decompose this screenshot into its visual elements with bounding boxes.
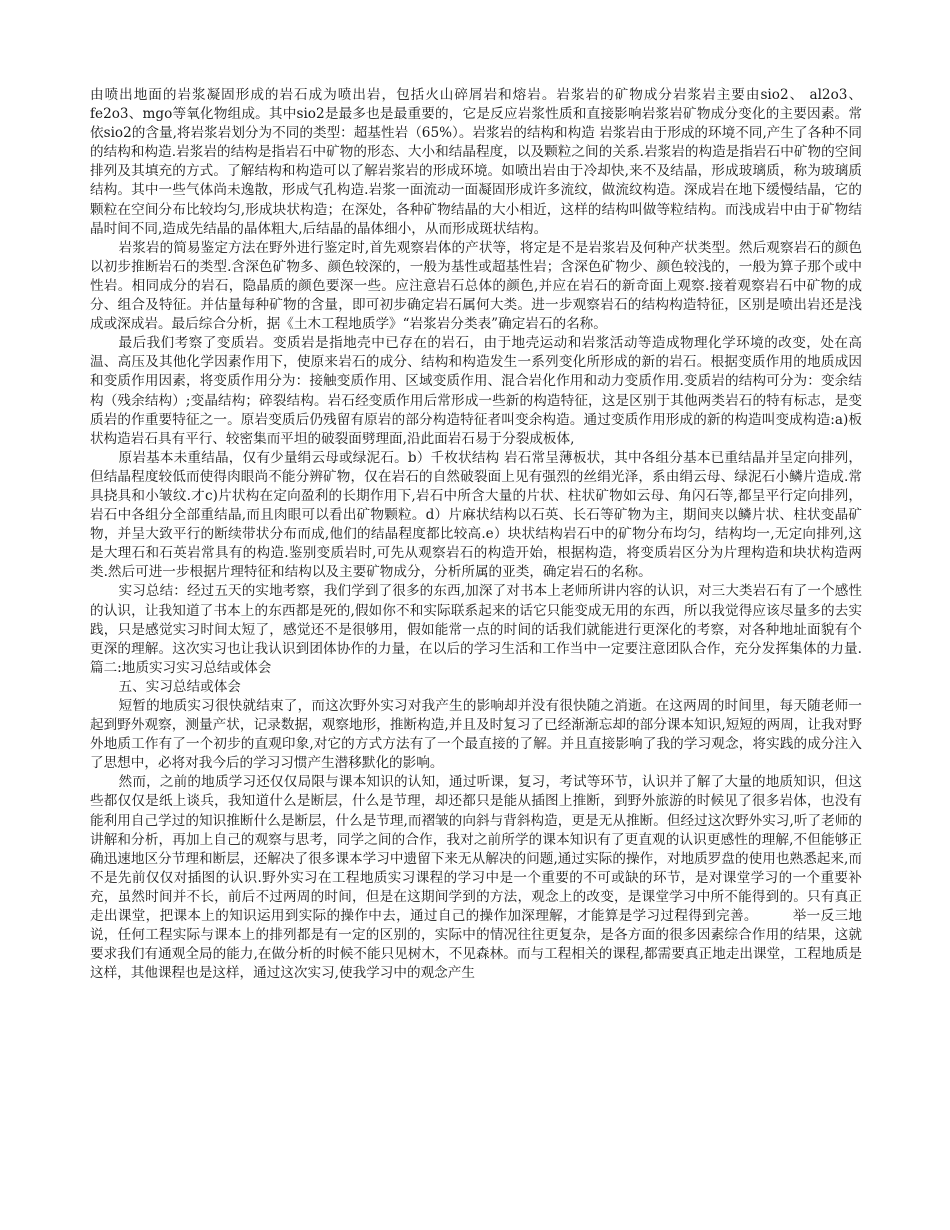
paragraph-reflection-intro: 短暂的地质实习很快就结束了，而这次野外实习对我产生的影响却并没有很快随之消逝。在这两周的时间里，每天随老师一起到野外观察，测量产状，记录数据，观察地形，推断构造,并且及时复习了已经渐渐忘却的部分课本知识,短短的两周，让我对野外地质工作有了一个初步的直观印象,对它的方式方法有了一个最直接的了解。并且直接影响了我的学习观念，将实践的成分注入了思想中，必将对我今后的学习习惯产生潜移默化的影响。 [90,698,862,772]
paragraph-internship-summary: 实习总结：经过五天的实地考察，我们学到了很多的东西,加深了对书本上老师所讲内容的认识，对三大类岩石有了一个感性的认识，让我知道了书本上的东西都是死的,假如你不和实际联系起来的话它只能变成无用的东西，所以我觉得应该尽量多的去实践，只是感觉实习时间太短了，感觉还不是很够用，假如能常一点的时间的话我们就能进行更深化的考察，对各种地址面貌有个更深的理解。这次实习也让我认识到团体协作的力量，在以后的学习生活和工作当中一定要注意团队合作，充分发挥集体的力量.篇二:地质实习实习总结或体会 [90,583,862,676]
paragraph-metamorphic-structures: 原岩基本未重结晶，仅有少量绢云母或绿泥石。b）千枚状结构 岩石常呈薄板状，其中各组分基本已重结晶并呈定向排列，但结晶程度较低而使得肉眼尚不能分辨矿物，仅在岩石的自然破裂面上见有强烈的丝绢光泽，系由绢云母、绿泥石小鳞片造成.常具挠具和小皱纹.才c)片状构在定向盈利的长期作用下,岩石中所含大量的片状、柱状矿物如云母、角闪石等,都呈平行定向排列，岩石中各组分全部重结晶,而且肉眼可以看出矿物颗粒。d）片麻状结构以石英、长石等矿物为主，期间夹以鳞片状、柱状变晶矿物，并呈大致平行的断续带状分布而成,他们的结晶程度都比较高.e）块状结构岩石中的矿物分布均匀，结构均一,无定向排列,这是大理石和石英岩常具有的构造.鉴别变质岩时,可先从观察岩石的构造开始，根据构造，将变质岩区分为片理构造和块状构造两类.然后可进一步根据片理特征和结构以及主要矿物成分，分析所属的亚类，确定岩石的名称。 [90,449,862,581]
paragraph-metamorphic-rock: 最后我们考察了变质岩。变质岩是指地壳中已存在的岩石，由于地壳运动和岩浆活动等造成物理化学环境的改变，处在高温、高压及其他化学因素作用下，使原来岩石的成分、结构和构造发生一系列变化所形成的新的岩石。根据变质作用的地质成因和变质作用因素，将变质作用分为：接触变质作用、区域变质作用、混合岩化作用和动力变质作用.变质岩的结构可分为：变余结构（残余结构）;变晶结构；碎裂结构。岩石经变质作用后常形成一些新的构造特征，这是区别于其他两类岩石的特有标志，是变质岩的作重要特征之一。原岩变质后仍残留有原岩的部分构造特征者叫变余构造。通过变质作用形成的新的构造叫变成构造:a)板状构造岩石具有平行、较密集而平坦的破裂面劈理面,沿此面岩石易于分裂成板体, [90,335,862,447]
paragraph-igneous-identification: 岩浆岩的简易鉴定方法在野外进行鉴定时,首先观察岩体的产状等，将定是不是岩浆岩及何种产状类型。然后观察岩石的颜色以初步推断岩石的类型.含深色矿物多、颜色较深的，一般为基性或超基性岩；含深色矿物少、颜色较浅的，一般为算子那个或中性岩。相同成分的岩石，隐晶质的颜色要深一些。应注意岩石总体的颜色,并应在岩石的新奇面上观察.接着观察岩石中矿物的成分、组合及特征。并估量每种矿物的含量，即可初步确定岩石属何大类。进一步观察岩石的结构构造特征，区别是喷出岩还是浅成或深成岩。最后综合分析，据《土木工程地质学》“岩浆岩分类表”确定岩石的名称。 [90,239,862,333]
paragraph-igneous-rock-composition: 由喷出地面的岩浆凝固形成的岩石成为喷出岩，包括火山碎屑岩和熔岩。岩浆岩的矿物成分岩浆岩主要由sio2、 al2o3、fe2o3、mgo等氧化物组成。其中sio2是最多也是最重要的，它是反应岩浆性质和直接影响岩浆岩矿物成分变化的主要因素。常依sio2的含量,将岩浆岩划分为不同的类型：超基性岩（65%）。岩浆岩的结构和构造 岩浆岩由于形成的环境不同,产生了各种不同的结构和构造.岩浆岩的结构是指岩石中矿物的形态、大小和结晶程度，以及颗粒之间的关系.岩浆岩的构造是指岩石中矿物的空间排列及其填充的方式。了解结构和构造可以了解岩浆岩的形成环境。如喷出岩由于冷却快,来不及结晶，形成玻璃质，称为玻璃质结构。其中一些气体尚未逸散，形成气孔构造.岩浆一面流动一面凝固形成许多流纹，做流纹构造。深成岩在地下缓慢结晶，它的颗粒在空间分布比较均匀,形成块状构造；在深处，各种矿物结晶的大小相近，这样的结构叫做等粒结构。而浅成岩中由于矿物结晶时间不同,造成先结晶的晶体粗大,后结晶的晶体细小，从而形成斑状结构。 [90,87,862,237]
paragraph-reflection-body: 然而，之前的地质学习还仅仅局限与课本知识的认知，通过听课，复习，考试等环节，认识并了解了大量的地质知识，但这些都仅仅是纸上谈兵，我知道什么是断层，什么是节理，却还都只是能从插图上推断，到野外旅游的时候见了很多岩体，也没有能利用自己学过的知识推断什么是断层，什么是节理,而褶皱的向斜与背斜构造，更是无从推断。但经过这次野外实习,听了老师的讲解和分析，再加上自己的观察与思考，同学之间的合作，我对之前所学的课本知识有了更直观的认识更感性的理解,不但能够正确迅速地区分节理和断层，还解决了很多课本学习中遗留下来无从解决的问题,通过实际的操作，对地质罗盘的使用也熟悉起来,而不是先前仅仅对插图的认识.野外实习在工程地质实习课程的学习中是一个重要的不可或缺的环节，是对课堂学习的一个重要补充，虽然时间并不长，前后不过两周的时间，但是在这期间学到的方法，观念上的改变，是课堂学习中所不能得到的。只有真正走出课堂，把课本上的知识运用到实际的操作中去，通过自己的操作加深理解，才能算是学习过程得到完善。 举一反三地说，任何工程实际与课本上的排列都是有一定的区别的，实际中的情况往往更复杂，是各方面的很多因素综合作用的结果，这就要求我们有通观全局的能力,在做分析的时候不能只见树木，不见森林。而与工程相关的课程,都需要真正地走出课堂，工程地质是这样，其他课程也是这样，通过这次实习,使我学习中的观念产生 [90,774,862,982]
section-heading: 五、实习总结或体会 [118,678,241,695]
